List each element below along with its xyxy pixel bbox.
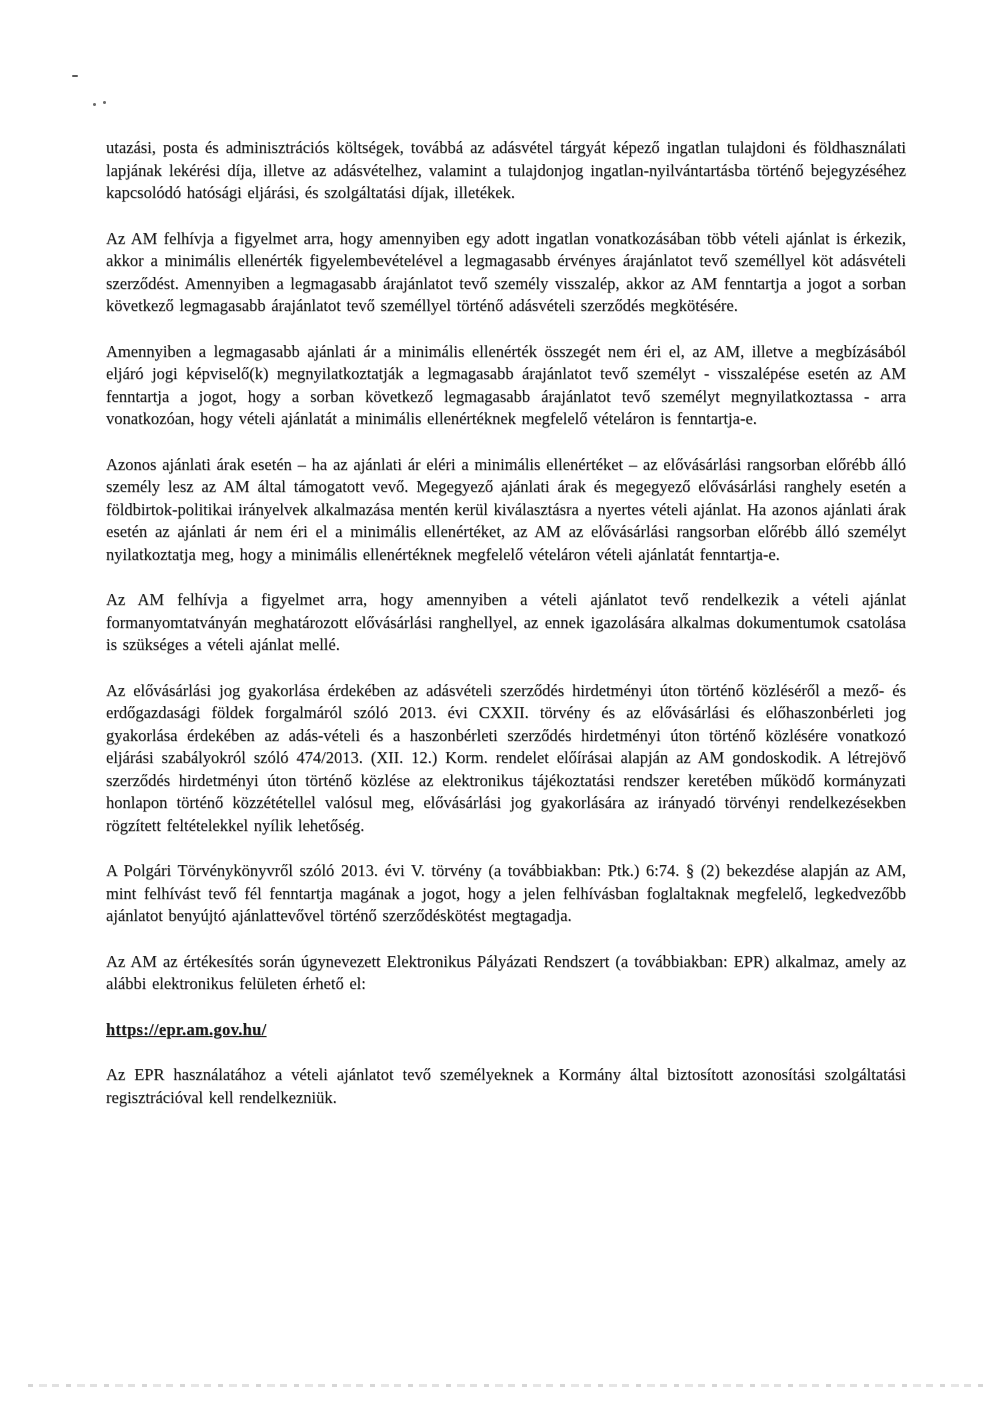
paragraph-epr-intro: Az AM az értékesítés során úgynevezett Elektronikus Pályázati Rendszert (a továbbiakban: EPR) alkalmaz, amely az alábbi elektronikus felületen érhető el: bbox=[106, 951, 906, 993]
scan-noise-line bbox=[28, 1384, 988, 1387]
paragraph-equal-offers: Azonos ajánlati árak esetén – ha az ajánlati ár eléri a minimális ellenértéket – az elővásárlási rangsorban előrébb álló személy lesz az AM által támogatott vevő. Megegyező ajánlati árak és megegyező elővásárlási ranghely esetén a földbirtok-politikai irányelvek alkalmazása mentén kerül kiválasztásra a nyertes vételi ajánlat. Ha azonos ajánlati árak esetén az ajánlati ár nem éri el a minimális ellenértéket, az AM az elővásárlási rangsorban előrébb álló személyt nyilatkoztatja meg, hogy a minimális ellenértéknek megfelelő vételáron vételi ajánlatát fenntartja-e. bbox=[106, 454, 906, 564]
paragraph-multiple-offers: Az AM felhívja a figyelmet arra, hogy amennyiben egy adott ingatlan vonatkozásában több vételi ajánlat is érkezik, akkor a minimális ellenérték figyelembevételével a legmagasabb érvényes árajánlatot tevő személlyel köt adásvételi szerződést. Amennyiben a legmagasabb árajánlatot tevő személy visszalép, akkor az AM fenntartja a jogot a sorban következő legmagasabb árajánlatot tevő személlyel történő adásvételi szerződés megkötésére. bbox=[106, 228, 906, 315]
scan-artifact-dot bbox=[93, 103, 96, 106]
paragraph-epr-registration: Az EPR használatához a vételi ajánlatot tevő személyeknek a Kormány által biztosított azonosítási szolgáltatási regisztrációval kell rendelkezniük. bbox=[106, 1065, 906, 1107]
scan-artifact-dot bbox=[103, 101, 106, 104]
epr-link[interactable]: https://epr.am.gov.hu/ bbox=[106, 1019, 267, 1039]
paragraph-preemption-rank-documents: Az AM felhívja a figyelmet arra, hogy amennyiben a vételi ajánlatot tevő rendelkezik a vételi ajánlat formanyomtatványán meghatározott elővásárlási ranghellyel, az ennek igazolására alkalmas dokumentumok csatolása is szükséges a vételi ajánlat mellé. bbox=[106, 590, 906, 654]
paragraph-below-minimum-value: Amennyiben a legmagasabb ajánlati ár a minimális ellenérték összegét nem éri el, az AM, illetve a megbízásából eljáró jogi képviselő(k) megnyilatkoztatják a legmagasabb árajánlatot tevő személyt - visszalépése esetén az AM fenntartja a jogot, hogy a sorban következő legmagasabb árajánlatot tevő személyt megnyilatkoztassa - arra vonatkozóan, hogy vételi ajánlatát a minimális ellenértéknek megfelelő vételáron is fenntartja-e. bbox=[106, 341, 906, 428]
paragraph-ptk-clause: A Polgári Törvénykönyvről szóló 2013. évi V. törvény (a továbbiakban: Ptk.) 6:74. § (2) bekezdése alapján az AM, mint felhívást tevő fél fenntartja magának a jogot, hogy a jelen felhívásban foglaltaknak megfelelő, legkedvezőbb ajánlatot benyújtó ajánlattevővel történő szerződéskötést megtagadja. bbox=[106, 861, 906, 925]
paragraph-costs: utazási, posta és adminisztrációs költségek, továbbá az adásvétel tárgyát képező ingatlan tulajdoni és földhasználati lapjának lekérési díja, illetve az adásvételhez, valamint a tulajdonjog ingatlan-nyilvántartásba történő bejegyzéséhez kapcsolódó hatósági eljárási, és szolgáltatási díjak, illetékek. bbox=[106, 138, 906, 202]
paragraph-preemption-right-publication: Az elővásárlási jog gyakorlása érdekében az adásvételi szerződés hirdetményi úton történő közléséről a mező- és erdőgazdasági földek forgalmáról szóló 2013. évi CXXII. törvény és az elővásárlási és előhaszonbérleti jog gyakorlása érdekében az adás-vételi és a haszonbérleti szerződés hirdetményi úton történő közlésére vonatkozó eljárási szabályokról szóló 474/2013. (XII. 12.) Korm. rendelet előírásai alapján az AM gondoskodik. A létrejövő szerződés hirdetményi úton történő közlése az elektronikus tájékoztatási rendszer keretében működő kormányzati honlapon történő közzététellel valósul meg, elővásárlási jog gyakorlására az irányadó törvényi rendelkezésekben rögzített feltételekkel nyílik lehetőség. bbox=[106, 680, 906, 835]
scan-artifact-dash bbox=[72, 75, 78, 77]
epr-link-line bbox=[106, 1019, 906, 1042]
document-body bbox=[106, 137, 906, 1132]
